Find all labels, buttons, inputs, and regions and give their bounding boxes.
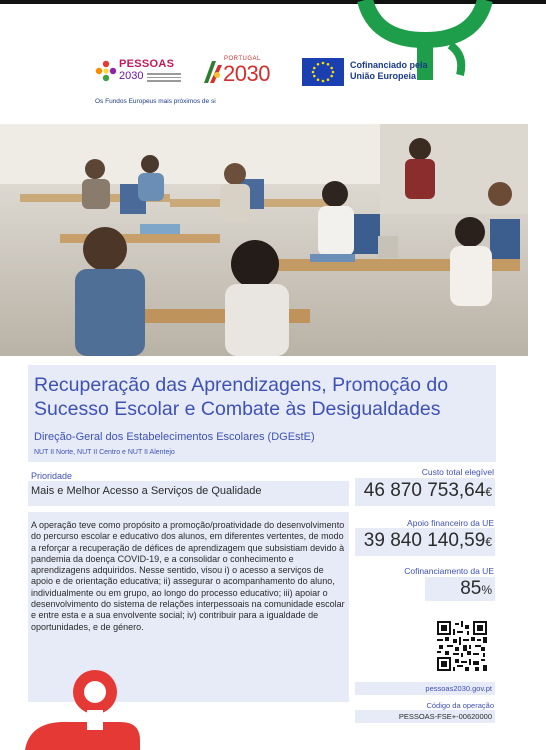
total-cost-label: Custo total elegível	[421, 467, 494, 477]
pessoas-year: 2030	[119, 70, 144, 82]
total-cost-unit: €	[485, 485, 492, 499]
total-cost-box	[355, 478, 495, 506]
eu-support-value	[364, 530, 492, 552]
eu-support-amount: 39 840 140,59	[363, 530, 486, 551]
portugal-year: 2030	[223, 61, 270, 86]
website-link[interactable]: pessoas2030.gov.pt	[425, 684, 492, 693]
total-cost-value	[364, 480, 492, 502]
project-title: Recuperação das Aprendizagens, Promoção do Sucesso Escolar e Combate às Desigualdades	[34, 374, 449, 420]
total-cost-amount: 46 870 753,64	[363, 480, 486, 501]
eu-cofinance-unit: %	[481, 583, 492, 597]
priority-label: Prioridade	[31, 471, 73, 481]
eu-cofinance-value	[460, 578, 492, 600]
organization: Direção-Geral dos Estabelecimentos Escolares (DGEstE)	[34, 431, 315, 443]
operation-code-box	[355, 710, 495, 723]
website-box	[355, 682, 495, 695]
qr-code-icon[interactable]	[437, 621, 487, 671]
regions: NUT II Norte, NUT II Centro e NUT II Alentejo	[34, 449, 175, 456]
eu-support-label: Apoio financeiro da UE	[407, 518, 494, 528]
classroom-photo	[0, 124, 528, 356]
operation-code-label: Código da operação	[426, 701, 494, 710]
eu-support-box	[355, 528, 495, 556]
pessoas-subtitle-lines	[147, 71, 181, 81]
eu-cofinance-text: Cofinanciado pela União Europeia	[350, 60, 428, 81]
pessoas-word: PESSOAS	[119, 58, 175, 70]
priority-value: Mais e Melhor Acesso a Serviços de Qualidade	[31, 485, 262, 497]
portugal-word: PORTUGAL	[224, 56, 261, 62]
portugal-logo-icon	[202, 59, 224, 85]
decorative-red-shape	[10, 660, 140, 750]
eu-support-unit: €	[485, 535, 492, 549]
pessoas-2030-logo	[95, 58, 195, 90]
operation-code-value: PESSOAS-FSE+-00620000	[398, 712, 492, 721]
eu-flag-icon	[302, 58, 344, 86]
eu-cofinance-box	[425, 577, 495, 601]
eu-cofinance-number: 85	[460, 578, 482, 599]
logos-bar	[95, 55, 455, 105]
priority-box	[28, 481, 349, 506]
pessoas-logo-icon	[95, 60, 117, 86]
eu-cofinance-logo	[302, 58, 452, 88]
description-text: A operação teve como propósito a promoção/proatividade do desenvolvimento do percurso escolar e educativo dos alunos, em diferentes vertentes, de modo a reforçar a recuperação de défices de aprendizagem que subsistiam devido à pandemia da doença COVID-19, e a consolidar o conhecimento e aprendizagens adquiridos. Nesse sentido, visou i) o acesso a serviços de apoio e de orientação educativa; ii) assegurar o acompanhamento do aluno, individualmente ou em grupo, ao longo do processo educativo; iii) apoiar o desenvolvimento do sistema de relações interpessoais na comunidade escolar e entre esta e a sua envolvente social; iv) contribuir para a igualdade de oportunidades, e de género.	[31, 520, 345, 632]
tagline: Os Fundos Europeus mais próximos de si	[95, 98, 216, 105]
portugal-2030-logo	[202, 55, 282, 89]
project-title-card	[28, 365, 496, 462]
eu-cofinance-label: Cofinanciamento da UE	[404, 566, 494, 576]
